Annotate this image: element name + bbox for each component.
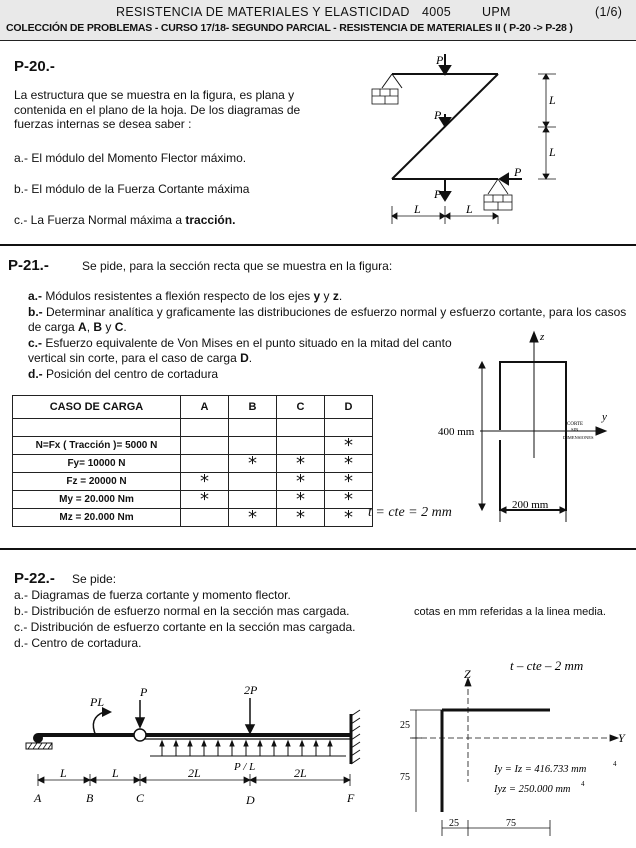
p20-frame-diagram xyxy=(360,48,580,233)
table-cell xyxy=(181,455,229,473)
vertical-dimension xyxy=(538,74,556,179)
point-B: B xyxy=(86,791,94,805)
table-cell xyxy=(181,509,229,527)
axis-Y-label: Y xyxy=(618,731,625,745)
inertia-Iy-Iz: Iy = Iz = 416.733 mm xyxy=(494,764,587,775)
section-thickness: t – cte – 2 mm xyxy=(510,658,584,673)
table-cell xyxy=(229,437,277,455)
table-cell xyxy=(229,491,277,509)
p22-intro: Se pide: xyxy=(72,572,117,586)
load-P-label: P xyxy=(140,685,148,699)
table-cell xyxy=(229,473,277,491)
table-row xyxy=(13,437,373,455)
table-header: D xyxy=(325,396,373,419)
p21-thickness: t = cte = 2 mm xyxy=(368,505,452,520)
table-cell: * xyxy=(325,437,373,455)
p20-intro: La estructura que se muestra en la figura, es plana y contenida en el plano de la hoja. De los diagramas de fuerzas internas se desea saber : xyxy=(14,88,301,131)
p22-angle-section-diagram xyxy=(392,652,636,842)
load-label-top: P xyxy=(436,53,444,67)
table-cell: * xyxy=(325,473,373,491)
table-row xyxy=(13,509,373,527)
dim-L-right: L xyxy=(466,202,473,216)
table-header: CASO DE CARGA xyxy=(13,396,181,419)
dim-75-horizontal: 75 xyxy=(506,818,516,829)
dim-L-upper: L xyxy=(549,93,556,107)
point-D: D xyxy=(246,793,255,807)
axis-z-label: z xyxy=(540,331,545,343)
p21-question-c: c.- Esfuerzo equivalente de Von Mises en el punto situado en la mitad del canto vertical sin corte, para el caso de carga D. xyxy=(28,336,452,365)
table-row-label: N=Fx ( Tracción )= 5000 N xyxy=(13,437,181,455)
table-row-label: Fz = 20000 N xyxy=(13,473,181,491)
table-row-label: Mz = 20.000 Nm xyxy=(13,509,181,527)
dim-DF: 2L xyxy=(294,766,307,780)
table-cell xyxy=(229,419,277,437)
p22-dimension-note: cotas en mm referidas a la linea media. xyxy=(414,606,606,618)
collection-subtitle: COLECCIÓN DE PROBLEMAS - CURSO 17/18- SEGUNDO PARCIAL - RESISTENCIA DE MATERIALES II ( P-20 -> P-28 ) xyxy=(6,22,573,34)
point-F: F xyxy=(347,791,355,805)
load-case-table xyxy=(12,395,373,527)
height-dimension: 400 mm xyxy=(438,426,475,438)
school-name: UPM xyxy=(482,5,511,19)
table-cell: * xyxy=(277,455,325,473)
corte-label-2: SIN xyxy=(571,427,579,432)
inertia-exponent: 4 xyxy=(613,760,617,768)
axis-y-label: y xyxy=(602,411,607,423)
table-cell: * xyxy=(277,473,325,491)
table-header: A xyxy=(181,396,229,419)
dim-75-vertical: 75 xyxy=(400,772,410,783)
table-cell: * xyxy=(181,473,229,491)
left-wall-support xyxy=(372,89,398,104)
table-cell xyxy=(181,437,229,455)
p20-question-b: b.- El módulo de la Fuerza Cortante máxima xyxy=(14,182,250,196)
corte-label-3: DIMENSIONES xyxy=(563,435,594,440)
table-cell xyxy=(181,419,229,437)
dim-L-left: L xyxy=(414,202,421,216)
hinge-c xyxy=(134,729,146,741)
page-header xyxy=(0,0,636,41)
table-cell xyxy=(277,419,325,437)
table-header: C xyxy=(277,396,325,419)
page-number: (1/6) xyxy=(595,5,623,19)
table-row xyxy=(13,473,373,491)
table-cell: * xyxy=(325,455,373,473)
p20-title: P-20.- xyxy=(14,58,55,75)
table-row xyxy=(13,491,373,509)
table-row-label: Fy= 10000 N xyxy=(13,455,181,473)
table-cell: * xyxy=(277,509,325,527)
table-row-label: My = 20.000 Nm xyxy=(13,491,181,509)
table-header-row xyxy=(13,396,373,419)
p22-question-c: c.- Distribución de esfuerzo cortante en la sección mas cargada. xyxy=(14,620,356,634)
p20-question-a: a.- El módulo del Momento Flector máximo. xyxy=(14,151,247,165)
p21-title: P-21.- xyxy=(8,257,49,274)
dim-25-horizontal: 25 xyxy=(449,818,459,829)
table-cell: * xyxy=(325,509,373,527)
p21-section-diagram xyxy=(430,328,630,528)
table-cell: * xyxy=(229,455,277,473)
p22-question-d: d.- Centro de cortadura. xyxy=(14,636,142,650)
p21-question-b: b.- Determinar analítica y graficamente las distribuciones de esfuerzo normal y esfuerzo cortante, para los casos de carga A, B y C. xyxy=(28,305,627,334)
distributed-load xyxy=(150,741,346,756)
course-title: RESISTENCIA DE MATERIALES Y ELASTICIDAD xyxy=(116,5,410,19)
table-cell xyxy=(277,437,325,455)
table-cell: * xyxy=(277,491,325,509)
p22-question-b: b.- Distribución de esfuerzo normal en la sección mas cargada. xyxy=(14,604,350,618)
load-label-middle: P xyxy=(434,108,442,122)
point-C: C xyxy=(136,791,145,805)
dim-BC: L xyxy=(112,766,119,780)
p21-question-d: d.- Posición del centro de cortadura xyxy=(28,367,219,381)
table-header: B xyxy=(229,396,277,419)
horizontal-dimension xyxy=(392,206,498,224)
product-exponent: 4 xyxy=(581,780,585,788)
dim-L-lower: L xyxy=(549,145,556,159)
load-2P-label: 2P xyxy=(244,683,258,697)
separator-1 xyxy=(0,244,636,246)
p22-title: P-22.- xyxy=(14,570,55,587)
table-cell: * xyxy=(181,491,229,509)
dim-CD: 2L xyxy=(188,766,201,780)
corte-label-1: CORTE xyxy=(567,422,584,427)
axis-Z-label: Z xyxy=(464,667,471,681)
p22-beam-diagram xyxy=(10,672,370,812)
width-dimension: 200 mm xyxy=(512,499,549,511)
fixed-wall-f xyxy=(351,710,360,764)
distributed-load-label: P / L xyxy=(234,761,256,773)
table-row xyxy=(13,455,373,473)
load-label-horizontal: P xyxy=(514,165,522,179)
load-label-bottom: P xyxy=(434,187,442,201)
p20-question-c: c.- La Fuerza Normal máxima a tracción. xyxy=(14,213,236,227)
separator-2 xyxy=(0,548,636,550)
point-A: A xyxy=(34,791,42,805)
table-row-label xyxy=(13,419,181,437)
p21-question-a: a.- Módulos resistentes a flexión respecto de los ejes y y z. xyxy=(28,289,343,303)
dim-AB: L xyxy=(60,766,67,780)
product-of-inertia: Iyz = 250.000 mm xyxy=(494,784,571,795)
p22-question-a: a.- Diagramas de fuerza cortante y momento flector. xyxy=(14,588,291,602)
p21-intro: Se pide, para la sección recta que se muestra en la figura: xyxy=(82,259,393,273)
moment-label: PL xyxy=(90,695,105,709)
table-cell: * xyxy=(325,491,373,509)
table-cell xyxy=(325,419,373,437)
course-code: 4005 xyxy=(422,5,452,19)
table-row xyxy=(13,419,373,437)
dim-25-vertical: 25 xyxy=(400,720,410,731)
table-cell: * xyxy=(229,509,277,527)
